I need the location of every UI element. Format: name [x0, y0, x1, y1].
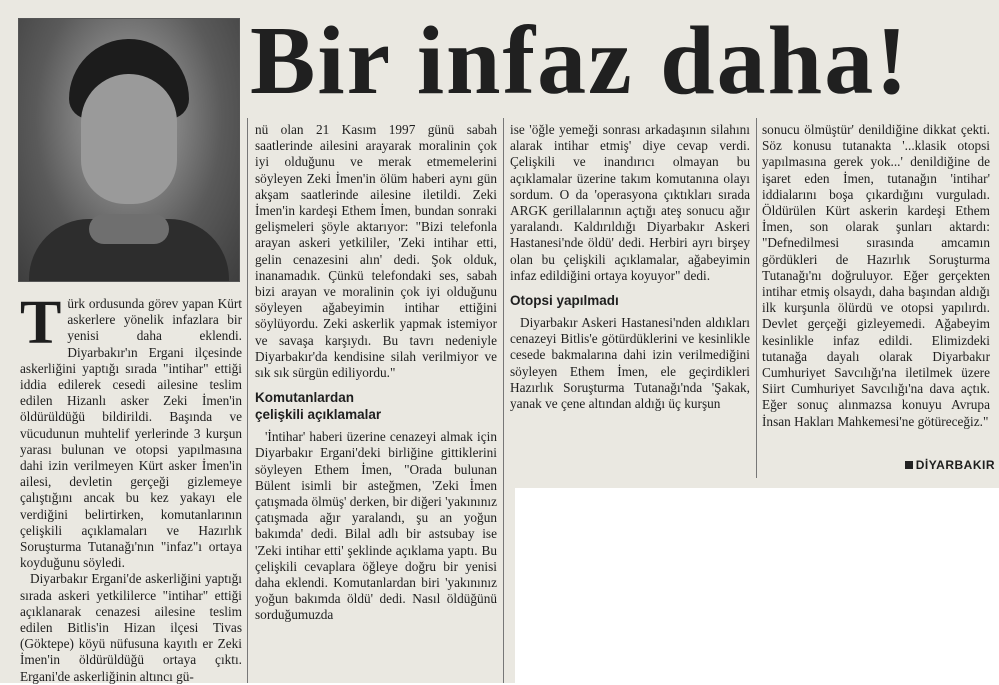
subheading: Otopsi yapılmadı — [510, 293, 619, 309]
body-paragraph: Diyarbakır Ergani'de askerliğini yaptığı sırada askeri yetkililerce "intihar" ettiği açıklanarak cenazesi ailesine teslim edilen Bitlis'in Hizan ilçesi Tivas (Göktepe) köyü nüfusuna kayıtlı er Zeki İmen'in öldürüldüğü ortaya çıktı. Ergani'de askerliğinin altıncı gü- — [20, 571, 242, 684]
portrait-photo — [18, 18, 240, 282]
body-paragraph: sonucu ölmüştür' denildiğine dikkat çekti. Söz konusu tutanakta '...klasik otopsi yapılmasına gerek yok...' denildiğine de işaret eden İmen, tutanağın 'intihar' iddialarını boşa çıkardığını vurguladı. Öldürülen Kürt askerin kardeşi Ethem İmen, son olarak şunları aktardı: "Defnedilmesi sırasında amcamın gördükleri de Hazırlık Soruşturma Tutanağı'nı doğruluyor. Eğer gerçekten intihar etmiş olsaydı, daha başından aldığı ilk kurşunla ölürdü ve otopsi yapılırdı. Devlet gerçeği gizleyemedi. Ağabeyim kesinlikle infaz edildi. Elimizdeki tutanağa dayalı olarak Diyarbakır Cumhuriyet Savcılığı'na iletilmek üzere Siirt Cumhuriyet Savcılığı'na dava açtık. Eğer sonuç alınmazsa konuyu Avrupa İnsan Hakları Mahkemesi'ne götüreceğiz." — [762, 122, 990, 429]
article-column-2 — [255, 122, 497, 624]
lead-text: ürk ordusunda görev yapan Kürt askerlere yönelik infazlara bir yenisi daha eklendi. Diyarbakır'ın Ergani ilçesinde askerliğini yaptığı sırada "intihar" ettiği iddia edilerek cesedi ailesine teslim edilen Hizanlı asker Zeki İmen'in öldürüldüğü bildirildi. Başında ve vücudunun muhtelif yerlerinde 3 kurşun yarası bulunan ve otopsi yapılmasına dahi izin verilmeyen Kürt asker İmen'in ailesi, devletin gerçeği gizlemeye çalıştığını ancak bu kez yakayı ele verdiğini belirtirken, komutanlarının çelişkili açıklamaları ve Hazırlık Soruşturma Tutanağı'nın "infaz"ı ortaya koyduğunu söyledi. — [20, 296, 242, 571]
body-paragraph: 'İntihar' haberi üzerine cenazeyi almak için Diyarbakır Ergani'deki birliğine gittiklerini söyleyen Ethem İmen, "Orada bulunan Bülent isimli bir asteğmen, 'Zeki İmen çatışmada ölmüş' derken, bir diğeri 'yakınınız çatışmada ağır yaralandı, şu an yoğun bakımda' dedi. Bilal adlı bir astsubay ise 'Zeki intihar etti' şeklinde açıklama yaptı. Bu çelişkili cevaplara öğleye doğru bir yenisi daha eklendi. Komutanlardan biri 'yakınınız yoğun bakımda öldü' dedi. Nasıl öldüğünü sorduğumuzda — [255, 429, 497, 623]
column-rule-1 — [247, 118, 248, 683]
signature-text: DİYARBAKIR — [915, 458, 995, 472]
square-bullet-icon — [905, 461, 913, 469]
byline-signature — [900, 458, 995, 472]
lead-paragraph — [20, 289, 242, 571]
blank-paper-area — [515, 488, 999, 683]
subheading-line-2: çelişkili açıklamalar — [255, 407, 382, 423]
article-column-4 — [762, 122, 990, 430]
subheading-line-1: Komutanlardan — [255, 390, 355, 406]
column-rule-2 — [503, 118, 504, 683]
headline: Bir infaz daha! — [250, 7, 910, 115]
article-column-3 — [510, 122, 750, 412]
photo-face — [81, 74, 177, 204]
body-paragraph: nü olan 21 Kasım 1997 günü sabah saatlerinde ailesini arayarak moralinin çok iyi olduğunu ve merak etmemelerini söyleyen Zeki İmen'in ölüm haberi aynı gün akşam saatlerinde ailesine iletildi. Zeki İmen'in kardeşi Ethem İmen, bundan sonraki gelişmeleri şöyle aktarıyor: "Bizi telefonla arayan askeri yetkililer, 'Zeki intihar etti, gelin cenazesini alın' dedi. Şok olduk, inanamadık. Çünkü telefondaki ses, sabah bizi arayan ve moralinin çok iyi olduğunu söyleyen ağabeyimin intihar ettiğini söylüyordu. Zeki askerlik yapmak istemiyor ve savaşa karşıydı. Bu tavrı nedeniyle Diyarbakır'da kendisine silah verilmiyor ve sık sık sürgün ediliyordu." — [255, 122, 497, 381]
photo-scarf — [89, 214, 169, 244]
subheading — [255, 389, 497, 423]
body-paragraph: ise 'öğle yemeği sonrası arkadaşının silahını alarak intihar etmiş' diye cevap verdi. Çelişkili ve inandırıcı olmayan bu açıklamalar üzerine takım komutanına olayı sordum. O da 'operasyona çıktıkları sırada ARGK gerillalarının açtığı ateş sonucu ağır yaralandı. Kaldırıldığı Diyarbakır Askeri Hastanesi'nde öldü' dedi. Herbiri ayrı birşey olan bu çelişkili açıklamalar, ağabeyimin infaz edildiğini ortaya koyuyor" dedi. — [510, 122, 750, 283]
drop-cap: T — [20, 289, 62, 357]
column-rule-3 — [756, 118, 757, 478]
article-column-1 — [20, 289, 242, 685]
body-paragraph: Diyarbakır Askeri Hastanesi'nden aldıkları cenazeyi Bitlis'e götürdüklerini ve kesinlikle cesede bakmalarına dahi izin verilmediğini söyleyen Ethem İmen, ele geçirdikleri Hazırlık Soruşturma Tutanağı'nda 'Şakak, yanak ve çene altından aldığı üç kurşun — [510, 315, 750, 412]
